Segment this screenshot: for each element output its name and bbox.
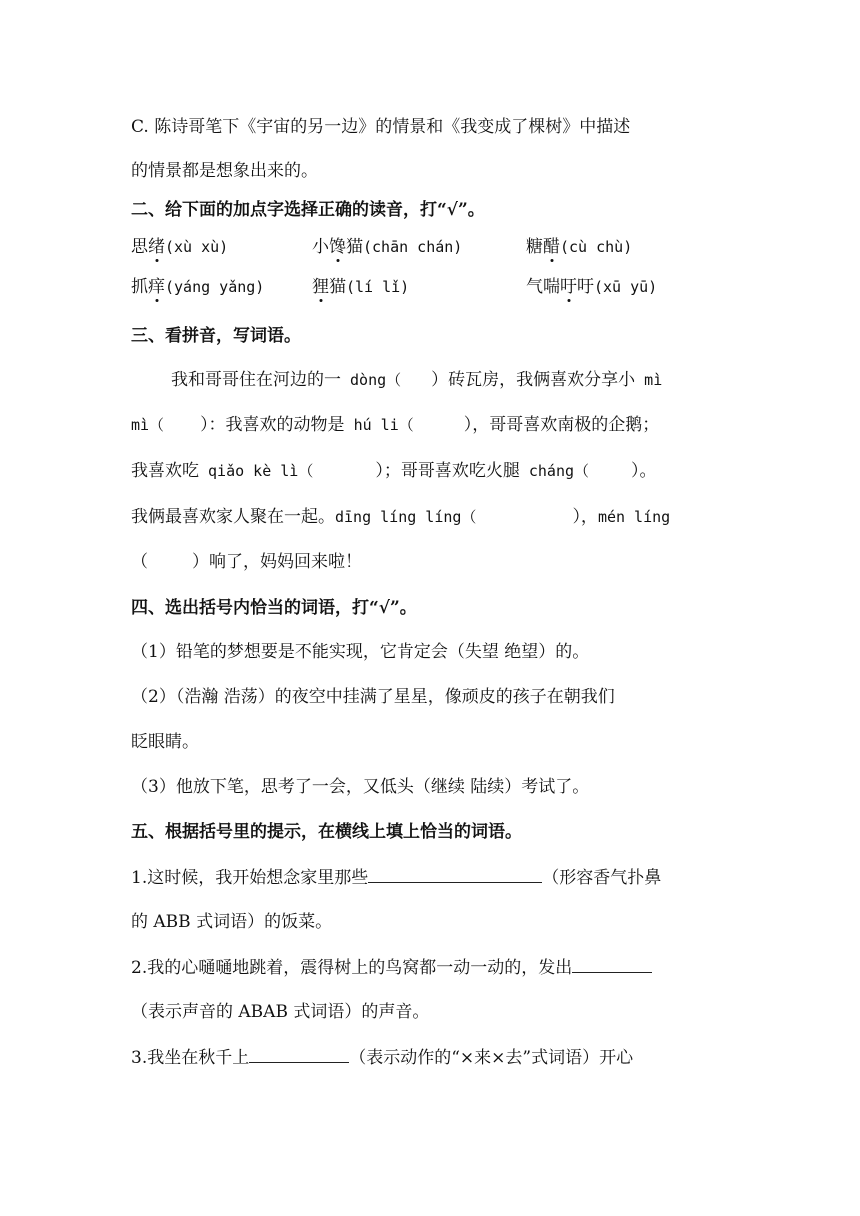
answer-blank[interactable] bbox=[368, 866, 542, 883]
section3-line4: 我俩最喜欢家人聚在一起。dīng líng líng（ ），mén líng bbox=[131, 507, 671, 527]
section4-q3: （3）他放下笔，思考了一会，又低头（继续 陆续）考试了。 bbox=[131, 777, 590, 797]
pinyin-item: 抓痒(yáng yǎng) bbox=[131, 277, 265, 297]
option-c-line1: C. 陈诗哥笔下《宇宙的另一边》的情景和《我变成了棵树》中描述 bbox=[131, 117, 631, 137]
pinyin-item: 狸猫(lí lǐ) bbox=[312, 277, 410, 297]
pinyin-item: 思绪(xù xù) bbox=[131, 237, 229, 257]
section2-heading: 二、给下面的加点字选择正确的读音，打“√”。 bbox=[131, 200, 485, 220]
pinyin-item: 糖醋(cù chù) bbox=[526, 237, 633, 257]
section4-q2-line1: （2）（浩瀚 浩荡）的夜空中挂满了星星，像顽皮的孩子在朝我们 bbox=[131, 687, 615, 707]
section3-line3: 我喜欢吃 qiǎo kè lì（ ）；哥哥喜欢吃火腿 cháng（ ）。 bbox=[131, 461, 657, 481]
section4-q1: （1）铅笔的梦想要是不能实现，它肯定会（失望 绝望）的。 bbox=[131, 642, 590, 662]
section5-q3-line1: 3.我坐在秋千上 （表示动作的“×来×去”式词语）开心 bbox=[131, 1048, 634, 1068]
answer-blank[interactable] bbox=[572, 956, 652, 973]
section5-q2-line1: 2.我的心嗵嗵地跳着，震得树上的鸟窝都一动一动的，发出 bbox=[131, 956, 731, 979]
pinyin-item: 小馋猫(chān chán) bbox=[312, 237, 463, 257]
section3-line2: mì（ ）：我喜欢的动物是 hú li（ ），哥哥喜欢南极的企鹅； bbox=[131, 415, 660, 435]
pinyin-item: 气喘吁吁(xū yū) bbox=[526, 277, 658, 297]
section3-heading: 三、看拼音，写词语。 bbox=[131, 326, 301, 346]
section5-q2-line2: （表示声音的 ABAB 式词语）的声音。 bbox=[131, 1002, 430, 1022]
section5-heading: 五、根据括号里的提示，在横线上填上恰当的词语。 bbox=[131, 822, 522, 842]
section3-line1: 我和哥哥住在河边的一 dòng（ ）砖瓦房，我俩喜欢分享小 mì bbox=[171, 370, 663, 390]
section4-q2-line2: 眨眼睛。 bbox=[131, 732, 199, 752]
section4-heading: 四、选出括号内恰当的词语，打“√”。 bbox=[131, 598, 417, 618]
section3-line5: （ ）响了，妈妈回来啦！ bbox=[131, 552, 362, 572]
section5-q1-line2: 的 ABB 式词语）的饭菜。 bbox=[131, 912, 333, 932]
answer-blank[interactable] bbox=[249, 1046, 349, 1063]
option-c-line2: 的情景都是想象出来的。 bbox=[131, 161, 318, 181]
section5-q1-line1: 1.这时候，我开始想念家里那些 （形容香气扑鼻 bbox=[131, 868, 662, 888]
